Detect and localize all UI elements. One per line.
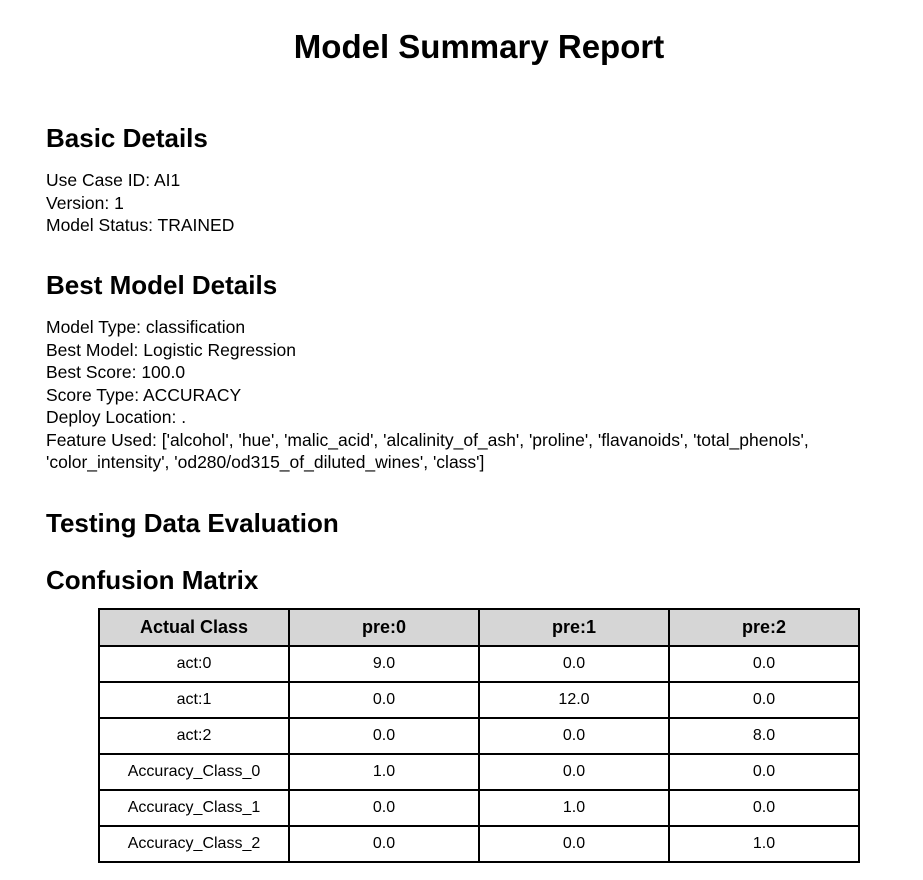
best-model-details-block <box>46 316 883 474</box>
column-header: pre:2 <box>669 609 859 646</box>
best-score: Best Score: 100.0 <box>46 362 186 382</box>
table-row <box>99 646 859 682</box>
column-header: pre:0 <box>289 609 479 646</box>
table-cell: 12.0 <box>479 682 669 718</box>
best-model-details-heading: Best Model Details <box>46 270 278 300</box>
score-type: Score Type: ACCURACY <box>46 384 242 405</box>
confusion-matrix-table <box>98 608 860 863</box>
table-cell: act:1 <box>99 682 289 718</box>
table-cell: act:0 <box>99 646 289 682</box>
table-cell: 9.0 <box>289 646 479 682</box>
confusion-matrix-heading: Confusion Matrix <box>46 565 259 595</box>
model-status: Model Status: TRAINED <box>46 215 235 235</box>
table-header-row <box>99 609 859 646</box>
report-title: Model Summary Report <box>293 28 665 65</box>
table-row <box>99 790 859 826</box>
table-cell: Accuracy_Class_0 <box>99 754 289 790</box>
basic-details-heading: Basic Details <box>46 123 208 153</box>
use-case-id: Use Case ID: AI1 <box>46 170 181 190</box>
testing-evaluation-heading: Testing Data Evaluation <box>46 508 339 538</box>
table-cell: Accuracy_Class_1 <box>99 790 289 826</box>
column-header: pre:1 <box>479 609 669 646</box>
table-cell: 0.0 <box>289 790 479 826</box>
table-cell: 0.0 <box>289 826 479 862</box>
version: Version: 1 <box>46 192 124 213</box>
table-cell: 0.0 <box>669 790 859 826</box>
table-row <box>99 826 859 862</box>
table-cell: 0.0 <box>669 682 859 718</box>
table-cell: 0.0 <box>289 682 479 718</box>
table-cell: 1.0 <box>479 790 669 826</box>
table-cell: 1.0 <box>669 826 859 862</box>
table-cell: 0.0 <box>479 718 669 754</box>
model-type: Model Type: classification <box>46 317 246 337</box>
column-header: Actual Class <box>99 609 289 646</box>
table-row <box>99 718 859 754</box>
table-cell: 0.0 <box>289 718 479 754</box>
table-cell: 0.0 <box>669 646 859 682</box>
best-model: Best Model: Logistic Regression <box>46 339 296 360</box>
table-cell: Accuracy_Class_2 <box>99 826 289 862</box>
table-cell: act:2 <box>99 718 289 754</box>
table-cell: 1.0 <box>289 754 479 790</box>
basic-details-block <box>46 169 883 237</box>
table-row <box>99 682 859 718</box>
table-cell: 0.0 <box>479 754 669 790</box>
table-cell: 0.0 <box>479 646 669 682</box>
features-used: Feature Used: ['alcohol', 'hue', 'malic_acid', 'alcalinity_of_ash', 'proline', 'flavanoids', 'total_phenols', 'color_intensity', 'od280/od315_of_diluted_wines', 'class'] <box>46 429 809 472</box>
table-cell: 8.0 <box>669 718 859 754</box>
deploy-location: Deploy Location: . <box>46 407 187 427</box>
table-cell: 0.0 <box>669 754 859 790</box>
table-cell: 0.0 <box>479 826 669 862</box>
table-row <box>99 754 859 790</box>
